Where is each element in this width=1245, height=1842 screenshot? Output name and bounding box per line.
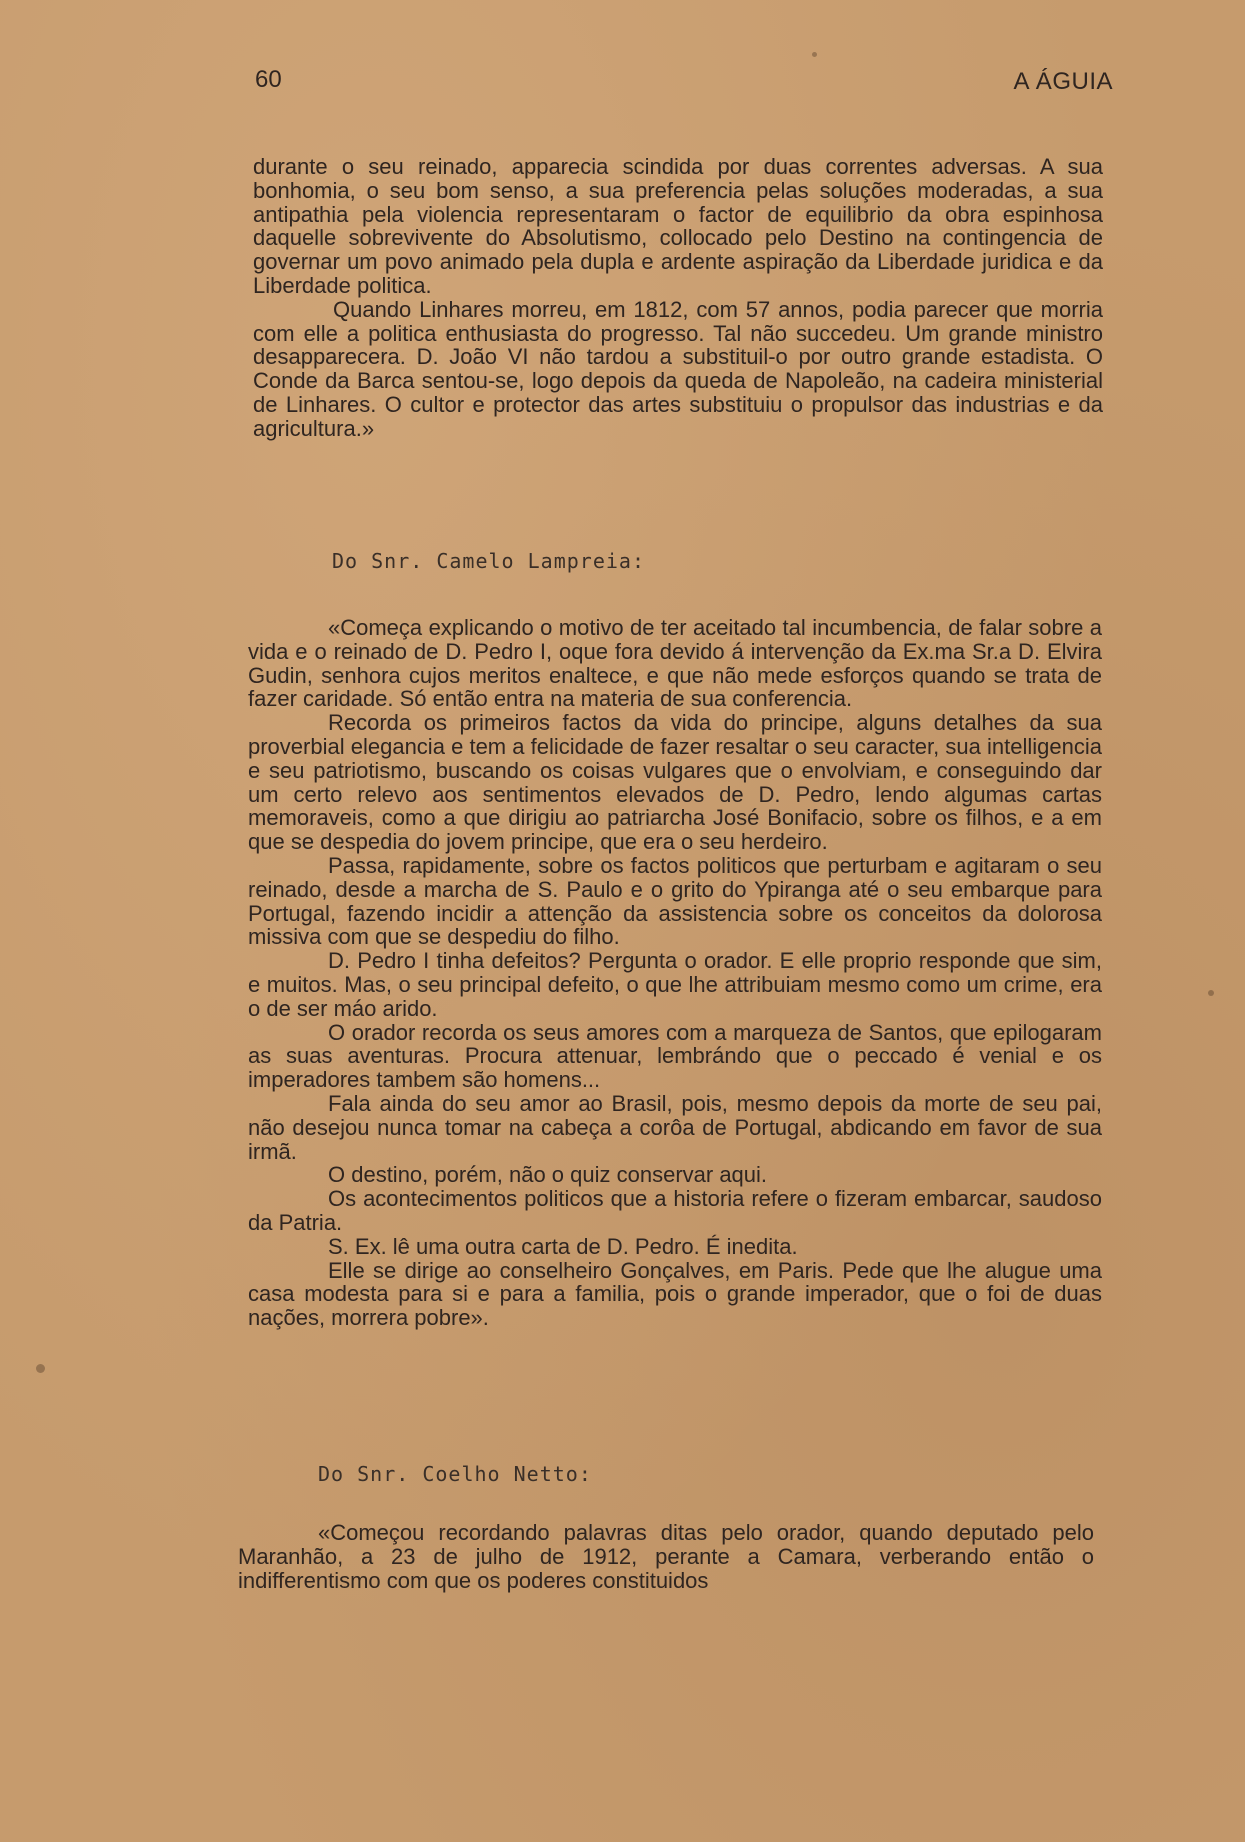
- page-number: 60: [255, 66, 282, 93]
- text-block-camelo-lampreia: [248, 616, 1102, 1330]
- speaker-heading-camelo-lampreia: Do Snr. Camelo Lampreia:: [332, 549, 645, 573]
- paragraph: O orador recorda os seus amores com a marqueza de Santos, que epilogaram as suas aventuras. Procura attenuar, lembrándo que o peccado é venial e os imperadores tambem são homens...: [248, 1019, 1102, 1093]
- paragraph: Quando Linhares morreu, em 1812, com 57 annos, podia parecer que morria com elle a politica enthusiasta do progresso. Tal não succedeu. Um grande ministro desapparecera. D. João VI não tardou a substituil-o por outro grande estadista. O Conde da Barca sentou-se, logo depois da queda de Napoleão, na cadeira ministerial de Linhares. O cultor e protector das artes substituiu o propulsor das industrias e da agricultura.»: [253, 296, 1103, 441]
- text-block-coelho-netto: [238, 1521, 1094, 1592]
- paper-spot: [812, 52, 817, 57]
- page-header: [0, 66, 1245, 100]
- paragraph: Recorda os primeiros factos da vida do principe, alguns detalhes da sua proverbial elegancia e tem a felicidade de fazer resaltar o seu caracter, sua intelligencia e seu patriotismo, buscando os coisas vulgares que o envolviam, e conseguindo dar um certo relevo aos sentimentos elevados de D. Pedro, lendo algumas cartas memoraveis, como a que dirigiu ao patriarcha José Bonifacio, sobre os filhos, e a em que se despedia do jovem principe, que era o seu herdeiro.: [248, 710, 1102, 855]
- paragraph: Passa, rapidamente, sobre os factos politicos que perturbam e agitaram o seu reinado, desde a marcha de S. Paulo e o grito do Ypiranga até o seu embarque para Portugal, fazendo incidir a attenção da assistencia sobre os conceitos da dolorosa missiva com que se despediu do filho.: [248, 852, 1102, 950]
- paragraph: «Começa explicando o motivo de ter aceitado tal incumbencia, de falar sobre a vida e o reinado de D. Pedro I, oque fora devido á intervenção da Ex.ma Sr.a D. Elvira Gudin, senhora cujos meritos enaltece, e que não mede esforços quando se trata de fazer caridade. Só então entra na materia de sua conferencia.: [248, 615, 1102, 712]
- paper-spot: [1208, 990, 1214, 996]
- paragraph: durante o seu reinado, apparecia scindida por duas correntes adversas. A sua bonhomia, o seu bom senso, a sua preferencia pelas soluções moderadas, a sua antipathia pela violencia representaram o factor de equilibrio da obra espinhosa daquelle sobrevivente do Absolutismo, collocado pelo Destino na contingencia de governar um povo animado pela dupla e ardente aspiração da Liberdade juridica e da Liberdade politica.: [253, 154, 1103, 298]
- paragraph: S. Ex. lê uma outra carta de D. Pedro. É inedita.: [328, 1233, 798, 1259]
- paper-spot: [36, 1364, 45, 1373]
- text-block-linhares: [253, 155, 1103, 441]
- paragraph: O destino, porém, não o quiz conservar aqui.: [328, 1162, 768, 1188]
- speaker-heading-coelho-netto: Do Snr. Coelho Netto:: [318, 1462, 592, 1486]
- paragraph: D. Pedro I tinha defeitos? Pergunta o orador. E elle proprio responde que sim, e muitos. Mas, o seu principal defeito, o que lhe attribuiam mesmo como um crime, era o de ser máo arido.: [248, 948, 1102, 1021]
- paragraph: «Começou recordando palavras ditas pelo orador, quando deputado pelo Maranhão, a 23 de julho de 1912, perante a Camara, verberando então o indifferentismo com que os poderes constituidos: [238, 1520, 1094, 1593]
- paragraph: Os acontecimentos politicos que a historia refere o fizeram embarcar, saudoso da Patria.: [248, 1186, 1102, 1235]
- running-title: A ÁGUIA: [1013, 68, 1113, 95]
- paragraph: Elle se dirige ao conselheiro Gonçalves, em Paris. Pede que lhe alugue uma casa modesta para si e para a familia, pois o grande imperador, que o foi de duas nações, morrera pobre».: [248, 1257, 1102, 1331]
- paragraph: Fala ainda do seu amor ao Brasil, pois, mesmo depois da morte de seu pai, não desejou nunca tomar na cabeça a corôa de Portugal, abdicando em favor de sua irmã.: [248, 1090, 1102, 1164]
